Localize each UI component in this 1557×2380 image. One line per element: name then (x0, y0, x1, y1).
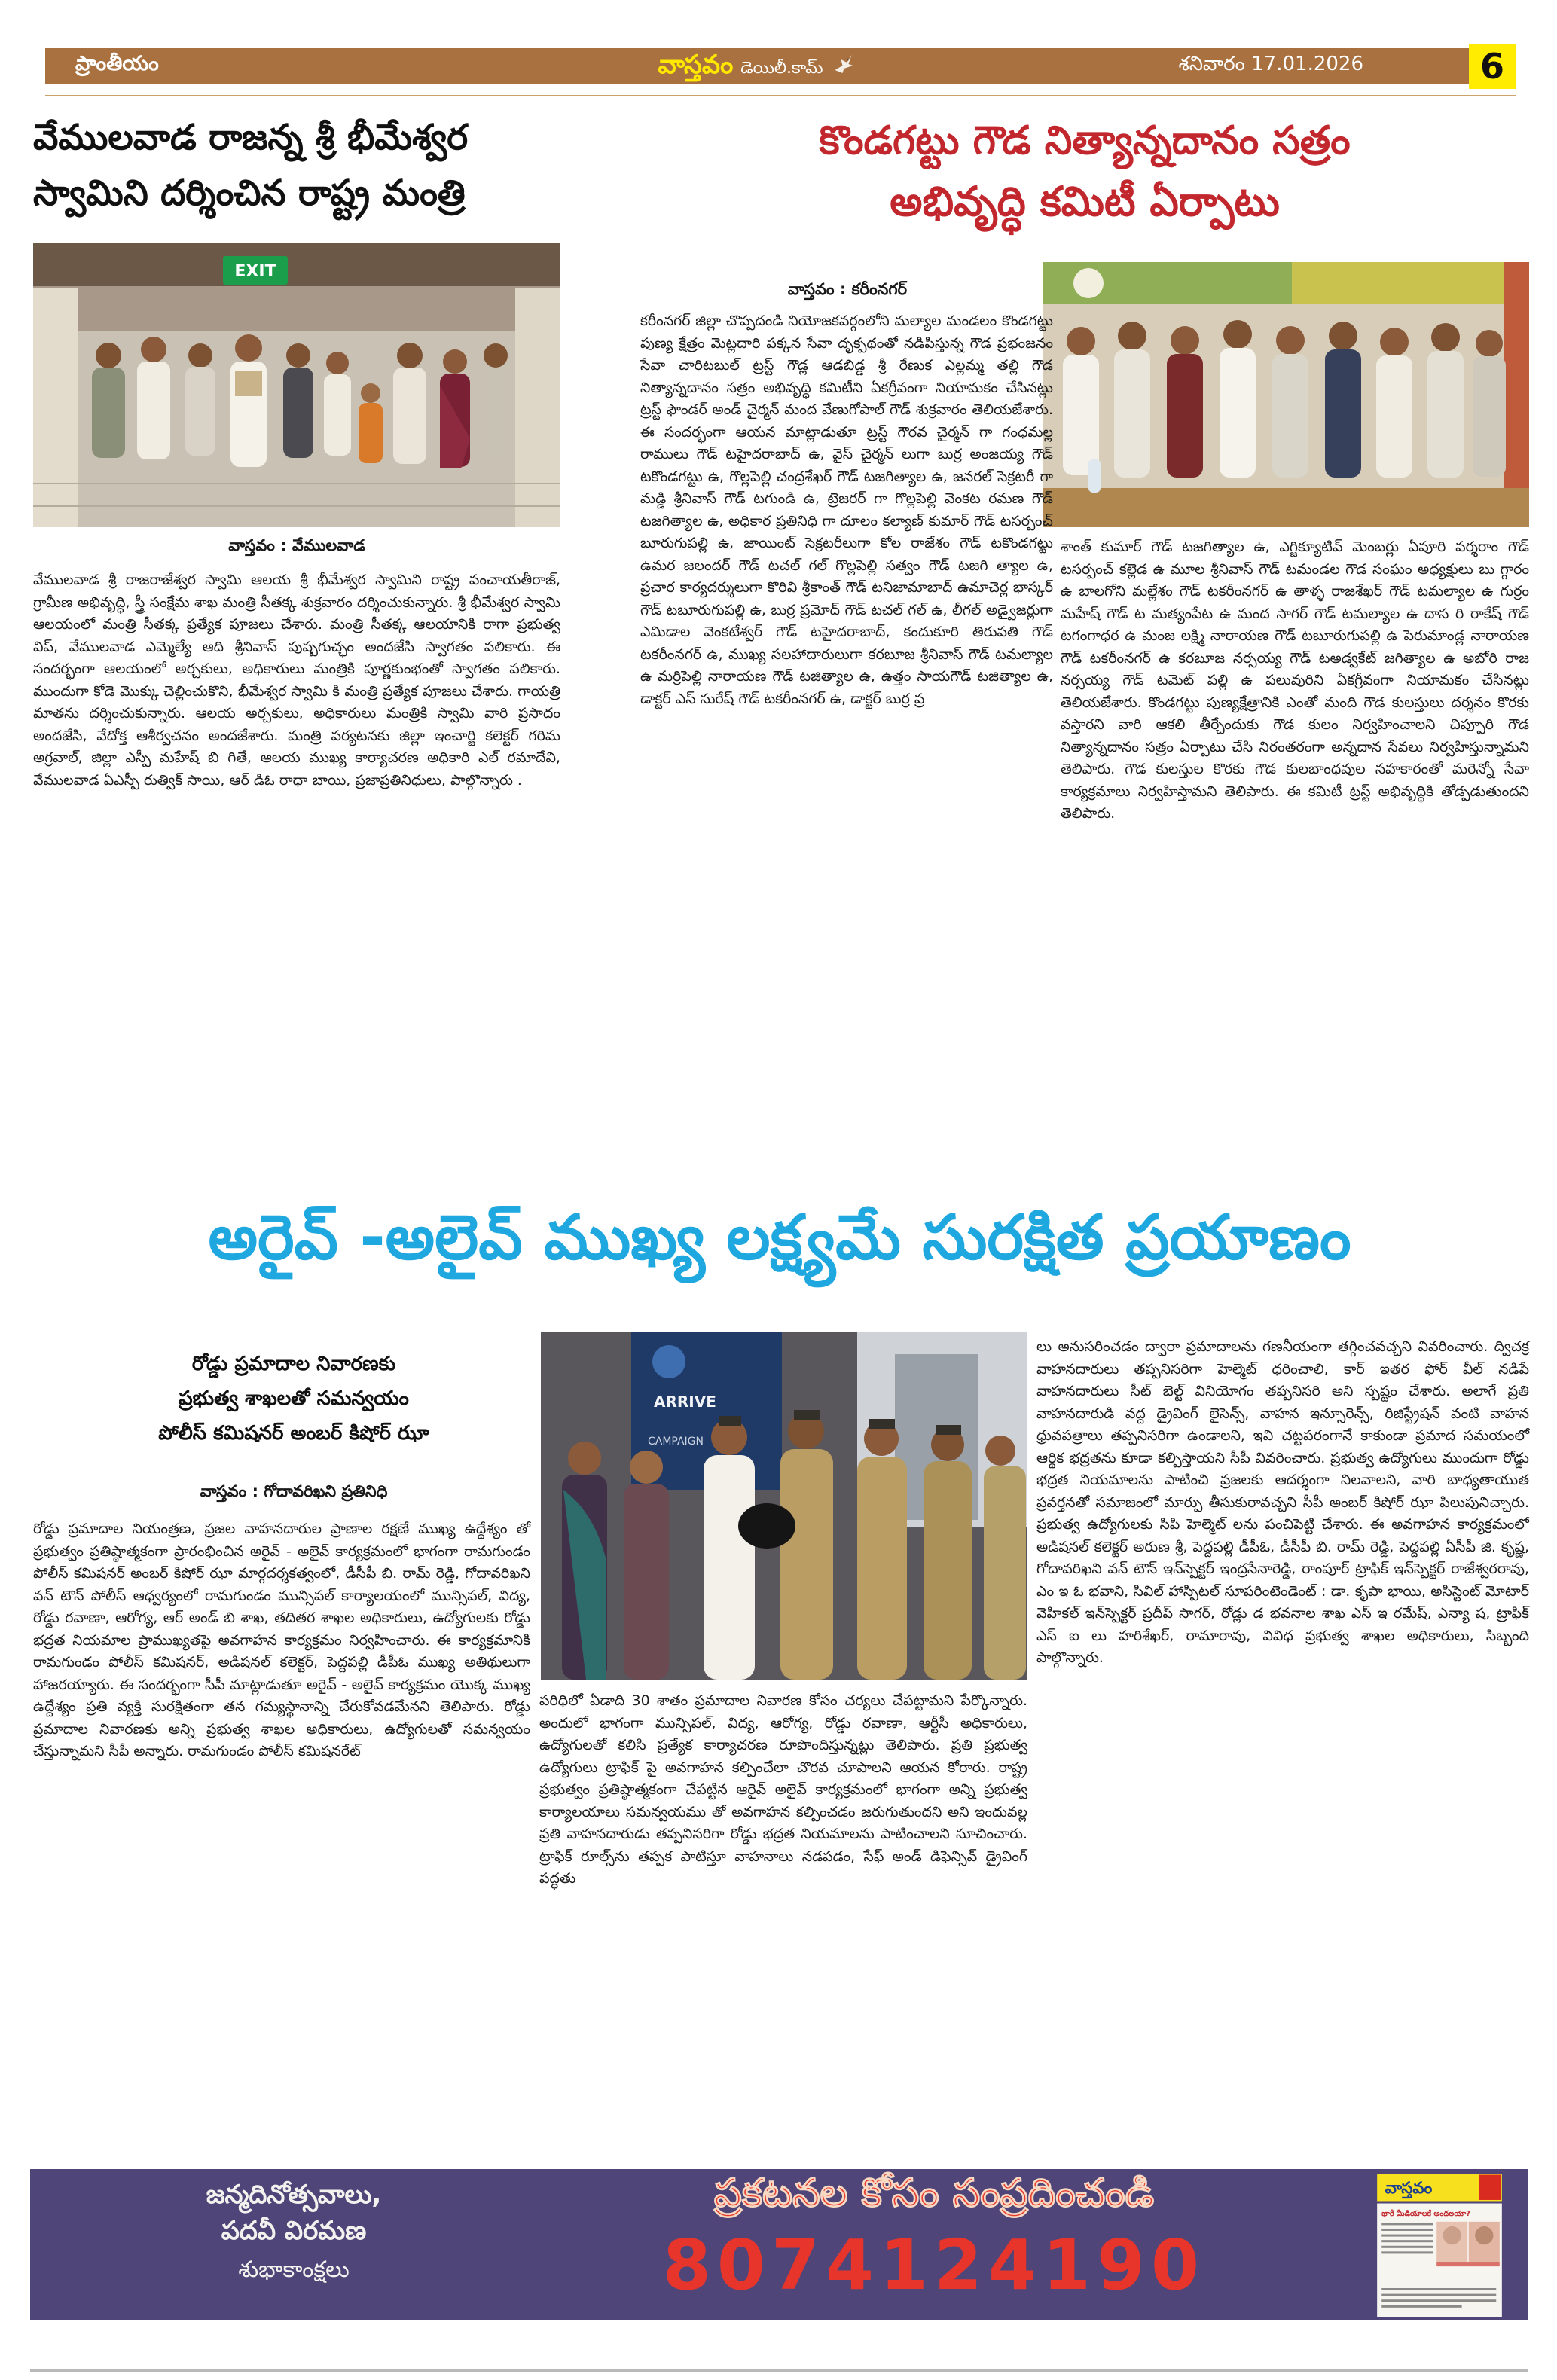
bird-logo-icon (831, 50, 856, 76)
ad-greetings-text (53, 2177, 535, 2291)
left-article-headline: వేములవాడ రాజన్న శ్రీ భీమేశ్వర స్వామిని దర్శించిన రాష్ట్ర మంత్రి (33, 117, 469, 214)
header-rule (45, 95, 1516, 96)
right-article-column-1: కరీంనగర్ జిల్లా చొప్పదండి నియోజకవర్గంలోని మల్యాల మండలం కొండగట్టు పుణ్య క్షేత్రం మెట్లదారి పక్కన సేవా దృక్పథంతో నడిపిస్తున్న గౌడ ప్రభంజనం సేవా చారిటబుల్ ట్రస్ట్ గౌడ్ల ఆడబిడ్డ శ్రీ రేణుక ఎల్లమ్మ తల్లి గౌడ నిత్యాన్నదానం సత్రం అభివృద్ధి కమిటీని ఏకగ్రీవంగా నియామకం చేసినట్లు ట్రస్ట్ ఫౌండర్ అండ్ చైర్మన్ మంద వేణుగోపాల్ గౌడ్ శుక్రవారం తెలియజేశారు. ఈ సందర్భంగా ఆయన మాట్లాడుతూ ట్రస్ట్ గౌరవ చైర్మన్ గా గంధమల్ల రాములు గౌడ్ టహైదరాబాద్ ఉ, వైస్ చైర్మన్ లుగా బుర్ర అంజయ్య గౌడ్ టకొండగట్టు ఉ, గొల్లపెల్లి చంద్రశేఖర్ గౌడ్ టజగిత్యాల ఉ, జనరల్ సెక్రటరీ గా మడ్డి శ్రీనివాస్ గౌడ్ టగుండి ఉ, ట్రెజరర్ గా గొల్లపెల్లి వెంకట రమణ గౌడ్ టజగిత్యాల ఉ, అధికార ప్రతినిధి గా దూలం కల్యాణ్ కుమార్ గౌడ్ టసర్పంచ్ బూరుగుపల్లి ఉ, జాయింట్ సెక్రటరీలుగా కోల రాజేశం గౌడ్ టకొండగట్టు ఉమర జలందర్ గౌడ్ టచల్ గల్ గొల్లపెల్లి సత్వం గౌడ్ టజగి త్యాల ఉ, ప్రచార కార్యదర్శులుగా కొరివి శ్రీకాంత్ గౌడ్ టనిజామాబాద్ ఉమాచెర్ల భాస్కర్ గౌడ్ టబూరుగుపల్లి ఉ, బుర్ర ప్రమోద్ గౌడ్ టచల్ గల్ ఉ, లీగల్ అడ్వైజర్లుగా ఎమిడాల వెంకటేశ్వర్ గౌడ్ టహైదరాబాద్, కందుకూరి తిరుపతి గౌడ్ టకరీంనగర్ ఉ, ముఖ్య సలహాదారులుగా కరబూజ శ్రీనివాస్ గౌడ్ టమల్యాల ఉ మర్రిపెల్లి నారాయణ గౌడ్ టజిత్యాల ఉ, ఉత్తం సాయగౌడ్ టజిత్యాల ఉ, డాక్టర్ ఎస్ సురేష్ గౌడ్ టకరీంనగర్ ఉ, డాక్టర్ బుర్ర ప్ర (640, 313, 1053, 707)
middle-article-subhead (60, 1347, 527, 1451)
middle-article-dateline: వాస్తవం : గోదావరిఖని ప్రతినిధి (200, 1482, 388, 1500)
page-bottom-rule (30, 2369, 1528, 2372)
advertisement-banner (30, 2169, 1528, 2320)
middle-article-column-3: లు అనుసరించడం ద్వారా ప్రమాదాలను గణనీయంగా తగ్గించవచ్చని వివరించారు. ద్విచక్ర వాహనదారులు తప్పనిసరిగా హెల్మెట్ ధరించాలి, కార్ ఇతర ఫోర్ వీల్ నడిపే వాహనదారులు సీట్ బెల్ట్ వినియోగం తప్పనిసరి అని స్పష్టం చేశారు. అలాగే ప్రతి వాహనదారుడి వద్ద డ్రైవింగ్ లైసెన్స్, వాహన ఇన్సూరెన్స్, రిజిస్ట్రేషన్ వంటి వాహన ధ్రువపత్రాలు తప్పనిసరిగా ఉండాలని, ఇవి చట్టపరంగానే కాకుండా ప్రమాద సమయంలో ఆర్థిక భద్రతను కూడా కల్పిస్తాయని సీపీ వివరించారు. ప్రభుత్వ ఉద్యోగులు ముందుగా రోడ్డు భద్రత నియమాలను పాటించి ప్రజలకు ఆదర్శంగా నిలవాలని, వారి బాధ్యతాయుత ప్రవర్తనతో సమాజంలో మార్పు తీసుకురావచ్చని సీపీ అంబర్ కిషోర్ ఝా పిలుపునిచ్చారు. ప్రభుత్వ ఉద్యోగులకు సిపి హెల్మెట్ లను పంచిపెట్టి చేశారు. ఈ అవగాహన కార్యక్రమంలో అడిషనల్ కలెక్టర్ అరుణ శ్రీ, పెద్దపల్లి డీపీఓ, డీసీపీ బి. రామ్ రెడ్డి, పెద్దపల్లి ఏసీపీ జి. కృష్ణ, గోదావరిఖని వన్ టౌన్ ఇన్‌స్పెక్టర్ ఇంద్రసేనారెడ్డి, రాంపూర్ ట్రాఫిక్ ఇన్‌స్పెక్టర్ రాజేశ్వరరావు, ఎం ఇ ఓ భవాని, సివిల్ హాస్పిటల్ సూపరింటెండెంట్ : డా. కృపా భాయి, అసిస్టెంట్ మోటార్ వెహికల్ ఇన్‌స్పెక్టర్ ప్రదీప్ సాగర్, రోడ్లు డ భవనాల శాఖ ఎస్ ఇ రమేష్, ఎన్యా ష, ట్రాఫిక్ ఎస్ ఐ లు హరిశేఖర్, రామారావు, వివిధ ప్రభుత్వ శాఖల అధికారులు, సిబ్బంది పాల్గొన్నారు. (1036, 1338, 1529, 1666)
subhead-line2: ప్రభుత్వ శాఖలతో సమన్వయం (179, 1387, 409, 1410)
right-article-column-2: శాంత్ కుమార్ గౌడ్ టజగిత్యాల ఉ, ఎగ్జిక్యూటివ్ మెంబర్లు ఏపూరి పర్శరాం గౌడ్ టసర్పంచ్ కల్లెడ ఉ మూల శ్రీనివాస్ గౌడ్ టమండల గౌడ సంఘం అధ్యక్షులు బు గ్గారం ఉ బాలగోని మల్లేశం గౌడ్ టకరీంనగర్ ఉ తాళ్ళ రాజశేఖర్ గౌడ్ టమల్యాల ఉ గుర్రం మహేష్ గౌడ్ ట మత్యంపేట ఉ మంద సాగర్ గౌడ్ టమల్యాల ఉ దాస రి రాకేష్ గౌడ్ టగంగాధర ఉ మంజ లక్ష్మి నారాయణ గౌడ్ టబూరుగుపల్లి ఉ పెరుమాండ్ల నారాయణ గౌడ్ టకరీంనగర్ ఉ కరబూజ నర్సయ్య గౌడ్ టఅడ్వకేట్ జగిత్యాల ఉ అబోరి రాజ నర్సయ్య గౌడ్ టమెట్ పల్లి ఉ పలువురిని ఏకగ్రీవంగా నియామకం చేసినట్లు తెలియజేశారు. కొండగట్టు పుణ్యక్షేత్రానికి ఎంతో మంది గౌడ కులస్తులు దర్శనం కొరకు వస్తారని వారి ఆకలి తీర్చేందుకు గౌడ కులం నిర్వహించాలని చిప్పూరి గౌడ నిత్యాన్నదానం సత్రం ఏర్పాటు చేసి నిరంతరంగా అన్నదాన సేవలు నిర్వహిస్తున్నామని తెలిపారు. గౌడ కులస్తుల కొరకు గౌడ కులబాంధవుల సహకారంతో మరెన్నో సేవా కార్యక్రమాలు నిర్వహిస్తామని తెలిపారు. ఈ కమిటీ ట్రస్ట్ అభివృద్ధికి తోడ్పడుతుందని తెలిపారు. (1061, 539, 1529, 822)
right-article-photo (1043, 262, 1529, 527)
helmet (738, 1503, 795, 1549)
middle-article-headline: అరైవ్ -అలైవ్ ముఖ్య లక్ష్యమే సురక్షిత ప్రయాణం (208, 1202, 1351, 1274)
right-article-dateline: వాస్తవం : కరీంనగర్ (787, 280, 908, 298)
subhead-line1: రోడ్డు ప్రమాదాల నివారణకు (191, 1353, 396, 1375)
ad-greeting-line3: శుభాకాంక్షలు (238, 2256, 350, 2283)
ad-greeting-line1: జన్మదినోత్సవాలు, (206, 2180, 382, 2210)
right-article-headline (640, 111, 1529, 233)
ad-contact-title: ప్రకటనల కోసం సంప్రదించండి (713, 2171, 1155, 2216)
water-bottle (1088, 459, 1101, 493)
left-article-body: వేములవాడ శ్రీ రాజరాజేశ్వర స్వామి ఆలయ శ్రీ భీమేశ్వర స్వామిని రాష్ట్ర పంచాయతీరాజ్, గ్రామీణ అభివృద్ధి, స్త్రీ సంక్షేమ శాఖ మంత్రి సీతక్క శుక్రవారం దర్శించుకున్నారు. శ్రీ భీమేశ్వర స్వామి ఆలయంలో మంత్రి సీతక్క ప్రత్యేక పూజలు చేశారు. మంత్రి సీతక్క ఆలయానికి రాగా ప్రభుత్వ విప్, వేములవాడ ఎమ్మెల్యే ఆది శ్రీనివాస్ పుష్పగుచ్ఛం అందజేసి స్వాగతం పలికారు. ఈ సందర్భంగా ఆలయంలో అర్చకులు, అధికారులు మంత్రికి పూర్ణకుంభంతో స్వాగతం పలికారు. ముందుగా కోడె మొక్కు చెల్లించుకొని, భీమేశ్వర స్వామి కి మంత్రి ప్రత్యేక పూజలు చేశారు. గాయత్రి మాతను దర్శించుకున్నారు. ఆలయ అర్చకులు, అధికారులు మంత్రికి స్వామి వారి ప్రసాదం అందజేసి, వేదోక్త ఆశీర్వచనం అందజేశారు. మంత్రి పర్యటనకు జిల్లా ఇంచార్జి కలెక్టర్ గరిమ అగ్రవాల్, జిల్లా ఎస్పీ మహేష్ బి గితే, ఆలయ ముఖ్య కార్యాచరణ అధికారి ఎల్ రమాదేవి, వేములవాడ ఏఎస్పీ రుత్విక్ సాయి, ఆర్ డిఓ రాధా బాయి, ప్రజాప్రతినిధులు, పాల్గొన్నారు . (33, 572, 560, 789)
masthead-suffix: డెయిలీ.కామ్ (740, 58, 823, 78)
ad-greeting-line2: పదవీ విరమణ (221, 2216, 367, 2246)
issue-date: శనివారం 17.01.2026 (1178, 53, 1363, 75)
mini-paper-headline: భారీ మీడియాలకే అందలయా? (1381, 2210, 1470, 2219)
masthead (658, 47, 856, 86)
banner-text-line1: ARRIVE (654, 1393, 716, 1411)
middle-article-photo (541, 1332, 1027, 1680)
ad-mini-newspaper (1357, 2174, 1522, 2320)
middle-article-column-2: పరిధిలో ఏడాది 30 శాతం ప్రమాదాల నివారణ కోసం చర్యలు చేపట్టామని పేర్కొన్నారు. అందులో భాగంగా మున్సిపల్, విద్య, ఆరోగ్య, రోడ్డు రవాణా, ఆర్టీసీ అధికారులు, ఉద్యోగులతో కలిసి ప్రత్యేక కార్యాచరణ రూపొందిస్తున్నట్లు తెలిపారు. ప్రతి ప్రభుత్వ ఉద్యోగులు ట్రాఫిక్ పై అవగాహన కల్పించేలా చొరవ చూపాలని ఆయన కోరారు. రాష్ట్ర ప్రభుత్వం ప్రతిష్ఠాత్మకంగా చేపట్టిన ఆరైవ్ అలైవ్ కార్యక్రమంలో భాగంగా అన్ని ప్రభుత్వ కార్యాలయాలు సమన్వయము తో అవగాహన కల్పించడం జరుగుతుందని అని ఇందువల్ల ప్రతి వాహనదారుడు తప్పనిసరిగా రోడ్డు భద్రత నియమాలను పాటించాలని సూచించారు. ట్రాఫిక్ రూల్స్‌ను తప్పక పాటిస్తూ వాహనాలు నడపడం, సేఫ్ అండ్ డిఫెన్సివ్ డ్రైవింగ్ పద్ధతు (539, 1692, 1027, 1887)
section-label: ప్రాంతీయం (75, 52, 159, 75)
ad-phone-number: 8074124190 (662, 2225, 1206, 2305)
mini-paper-masthead: వాస్తవం (1385, 2178, 1433, 2198)
right-headline-line1: కొండగట్టు గౌడ నిత్యాన్నదానం సత్రం (819, 118, 1351, 163)
subhead-line3: పోలీస్ కమిషనర్ అంబర్ కిషోర్ ఝా (158, 1422, 429, 1445)
table-edge (1043, 488, 1529, 527)
masthead-title: వాస్తవం (658, 49, 734, 80)
banner-text-line2: CAMPAIGN (648, 1436, 704, 1448)
page-number-badge: 6 (1469, 44, 1516, 89)
crowd-figures (92, 334, 511, 468)
group-figures (1063, 320, 1506, 478)
exit-sign-label: EXIT (234, 262, 276, 281)
right-headline-line2: అభివృద్ధి కమిటీ ఏర్పాటు (890, 178, 1280, 225)
left-article-dateline: వాస్తవం : వేములవాడ (228, 536, 365, 554)
middle-article-column-1: రోడ్డు ప్రమాదాల నియంత్రణ, ప్రజల వాహనదారుల ప్రాణాల రక్షణే ముఖ్య ఉద్దేశ్యం తో ప్రభుత్వం ప్రతిష్ఠాత్మకంగా ప్రారంభించిన అరైవ్ - అలైవ్ కార్యక్రమంలో భాగంగా రామగుండం పోలీస్ కమిషనర్ అంబర్ కిషోర్ ఝా మార్గదర్శకత్వంలో, డీసీపీ బి. రామ్ రెడ్డి, గోదావరిఖని వన్ టౌన్ పోలీస్ ఆధ్వర్యంలో రామగుండం మున్సిపల్ కార్యాలయంలో మున్సిపల్, విద్య, రోడ్డు రవాణా, ఆరోగ్య, ఆర్ అండ్ బి శాఖ, తదితర శాఖల అధికారులు, ఉద్యోగులకు రోడ్డు భద్రత నియమాల ప్రాముఖ్యతపై అవగాహన కార్యక్రమం నిర్వహించారు. ఈ కార్యక్రమానికి రామగుండం పోలీస్ కమిషనర్, అడిషనల్ కలెక్టర్, పెద్దపల్లి డీపీఓ ముఖ్య అతిథులుగా హాజరయ్యారు. ఈ సందర్భంగా సీపీ మాట్లాడుతూ అరైవ్ - అలైవ్ కార్యక్రమం యొక్క ముఖ్య ఉద్దేశ్యం ప్రతి వ్యక్తి సురక్షితంగా తన గమ్యస్థానాన్ని చేరుకోవడమేనని తెలిపారు. రోడ్డు ప్రమాదాల నివారణకు అన్ని ప్రభుత్వ శాఖల అధికారులు, ఉద్యోగులతో సమన్వయం చేస్తున్నామని సీపీ అన్నారు. రామగుండం పోలీస్ కమిషనరేట్ (33, 1521, 530, 1759)
left-article-photo (33, 243, 560, 527)
header-bar (45, 48, 1469, 84)
